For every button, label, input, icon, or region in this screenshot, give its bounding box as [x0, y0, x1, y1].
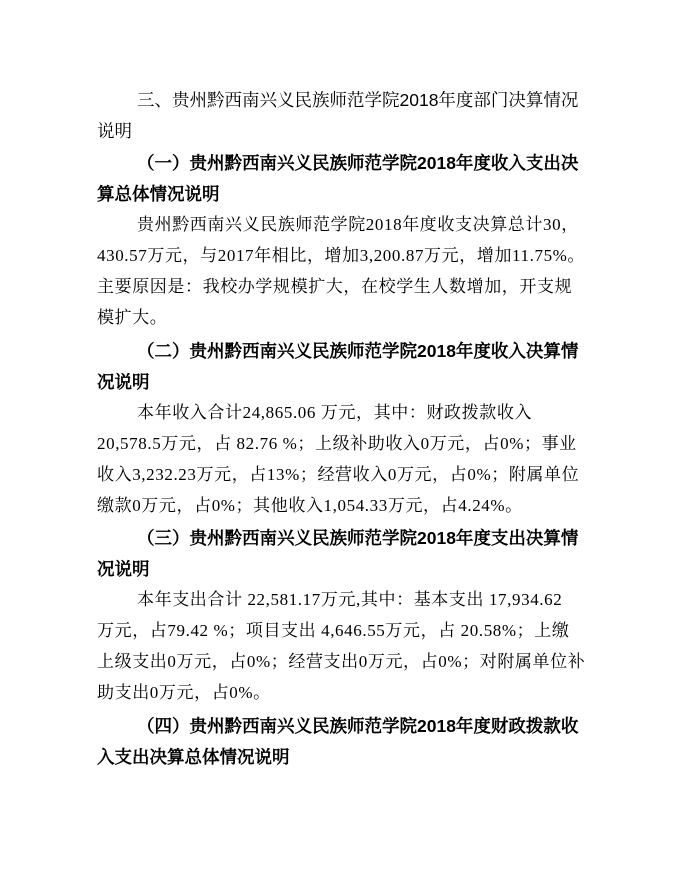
- part3-heading-line-2: 况说明: [97, 559, 150, 579]
- part1-body-line-4: 模扩大。: [97, 308, 168, 327]
- part1-body-line-2: 430.57万元，与2017年相比，增加3,200.87万元，增加11.75%。: [97, 246, 586, 265]
- part3-body-line-3: 上级支出0万元，占0%；经营支出0万元，占0%；对附属单位补: [97, 652, 586, 671]
- part2-body-line-4: 缴款0万元，占0%；其他收入1,054.33万元，占4.24%。: [97, 496, 523, 515]
- part2-heading-line-2: 况说明: [97, 372, 150, 392]
- part4-heading-line-2: 入支出决算总体情况说明: [97, 747, 290, 767]
- part2-body-line-1: 本年收入合计24,865.06 万元，其中：财政拨款收入: [137, 403, 533, 422]
- part1-body-line-1: 贵州黔西南兴义民族师范学院2018年度收支决算总计30，: [137, 215, 579, 234]
- part3-body-line-1: 本年支出合计 22,581.17万元,其中：基本支出 17,934.62: [137, 590, 563, 609]
- part1-heading-line-1: （一）贵州黔西南兴义民族师范学院2018年度收入支出决: [137, 153, 579, 173]
- part2-heading-line-1: （二）贵州黔西南兴义民族师范学院2018年度收入决算情: [137, 341, 579, 361]
- part3-heading-line-1: （三）贵州黔西南兴义民族师范学院2018年度支出决算情: [137, 528, 579, 548]
- part1-body-line-3: 主要原因是：我校办学规模扩大，在校学生人数增加，开支规: [97, 277, 573, 296]
- part2-body-line-3: 收入3,232.23万元，占13%；经营收入0万元，占0%；附属单位: [97, 465, 580, 484]
- part4-heading-line-1: （四）贵州黔西南兴义民族师范学院2018年度财政拨款收: [137, 716, 579, 736]
- part3-body-line-2: 万元，占79.42 %；项目支出 4,646.55万元，占 20.58%；上缴: [97, 621, 570, 640]
- section-title-line-2: 说明: [97, 121, 132, 141]
- part3-body-line-4: 助支出0万元，占0%。: [97, 683, 271, 702]
- section-title-line-1: 三、贵州黔西南兴义民族师范学院2018年度部门决算情况: [137, 90, 579, 110]
- part2-body-line-2: 20,578.5万元，占 82.76 %；上级补助收入0万元，占0%；事业: [97, 434, 577, 453]
- part1-heading-line-2: 算总体情况说明: [97, 184, 220, 204]
